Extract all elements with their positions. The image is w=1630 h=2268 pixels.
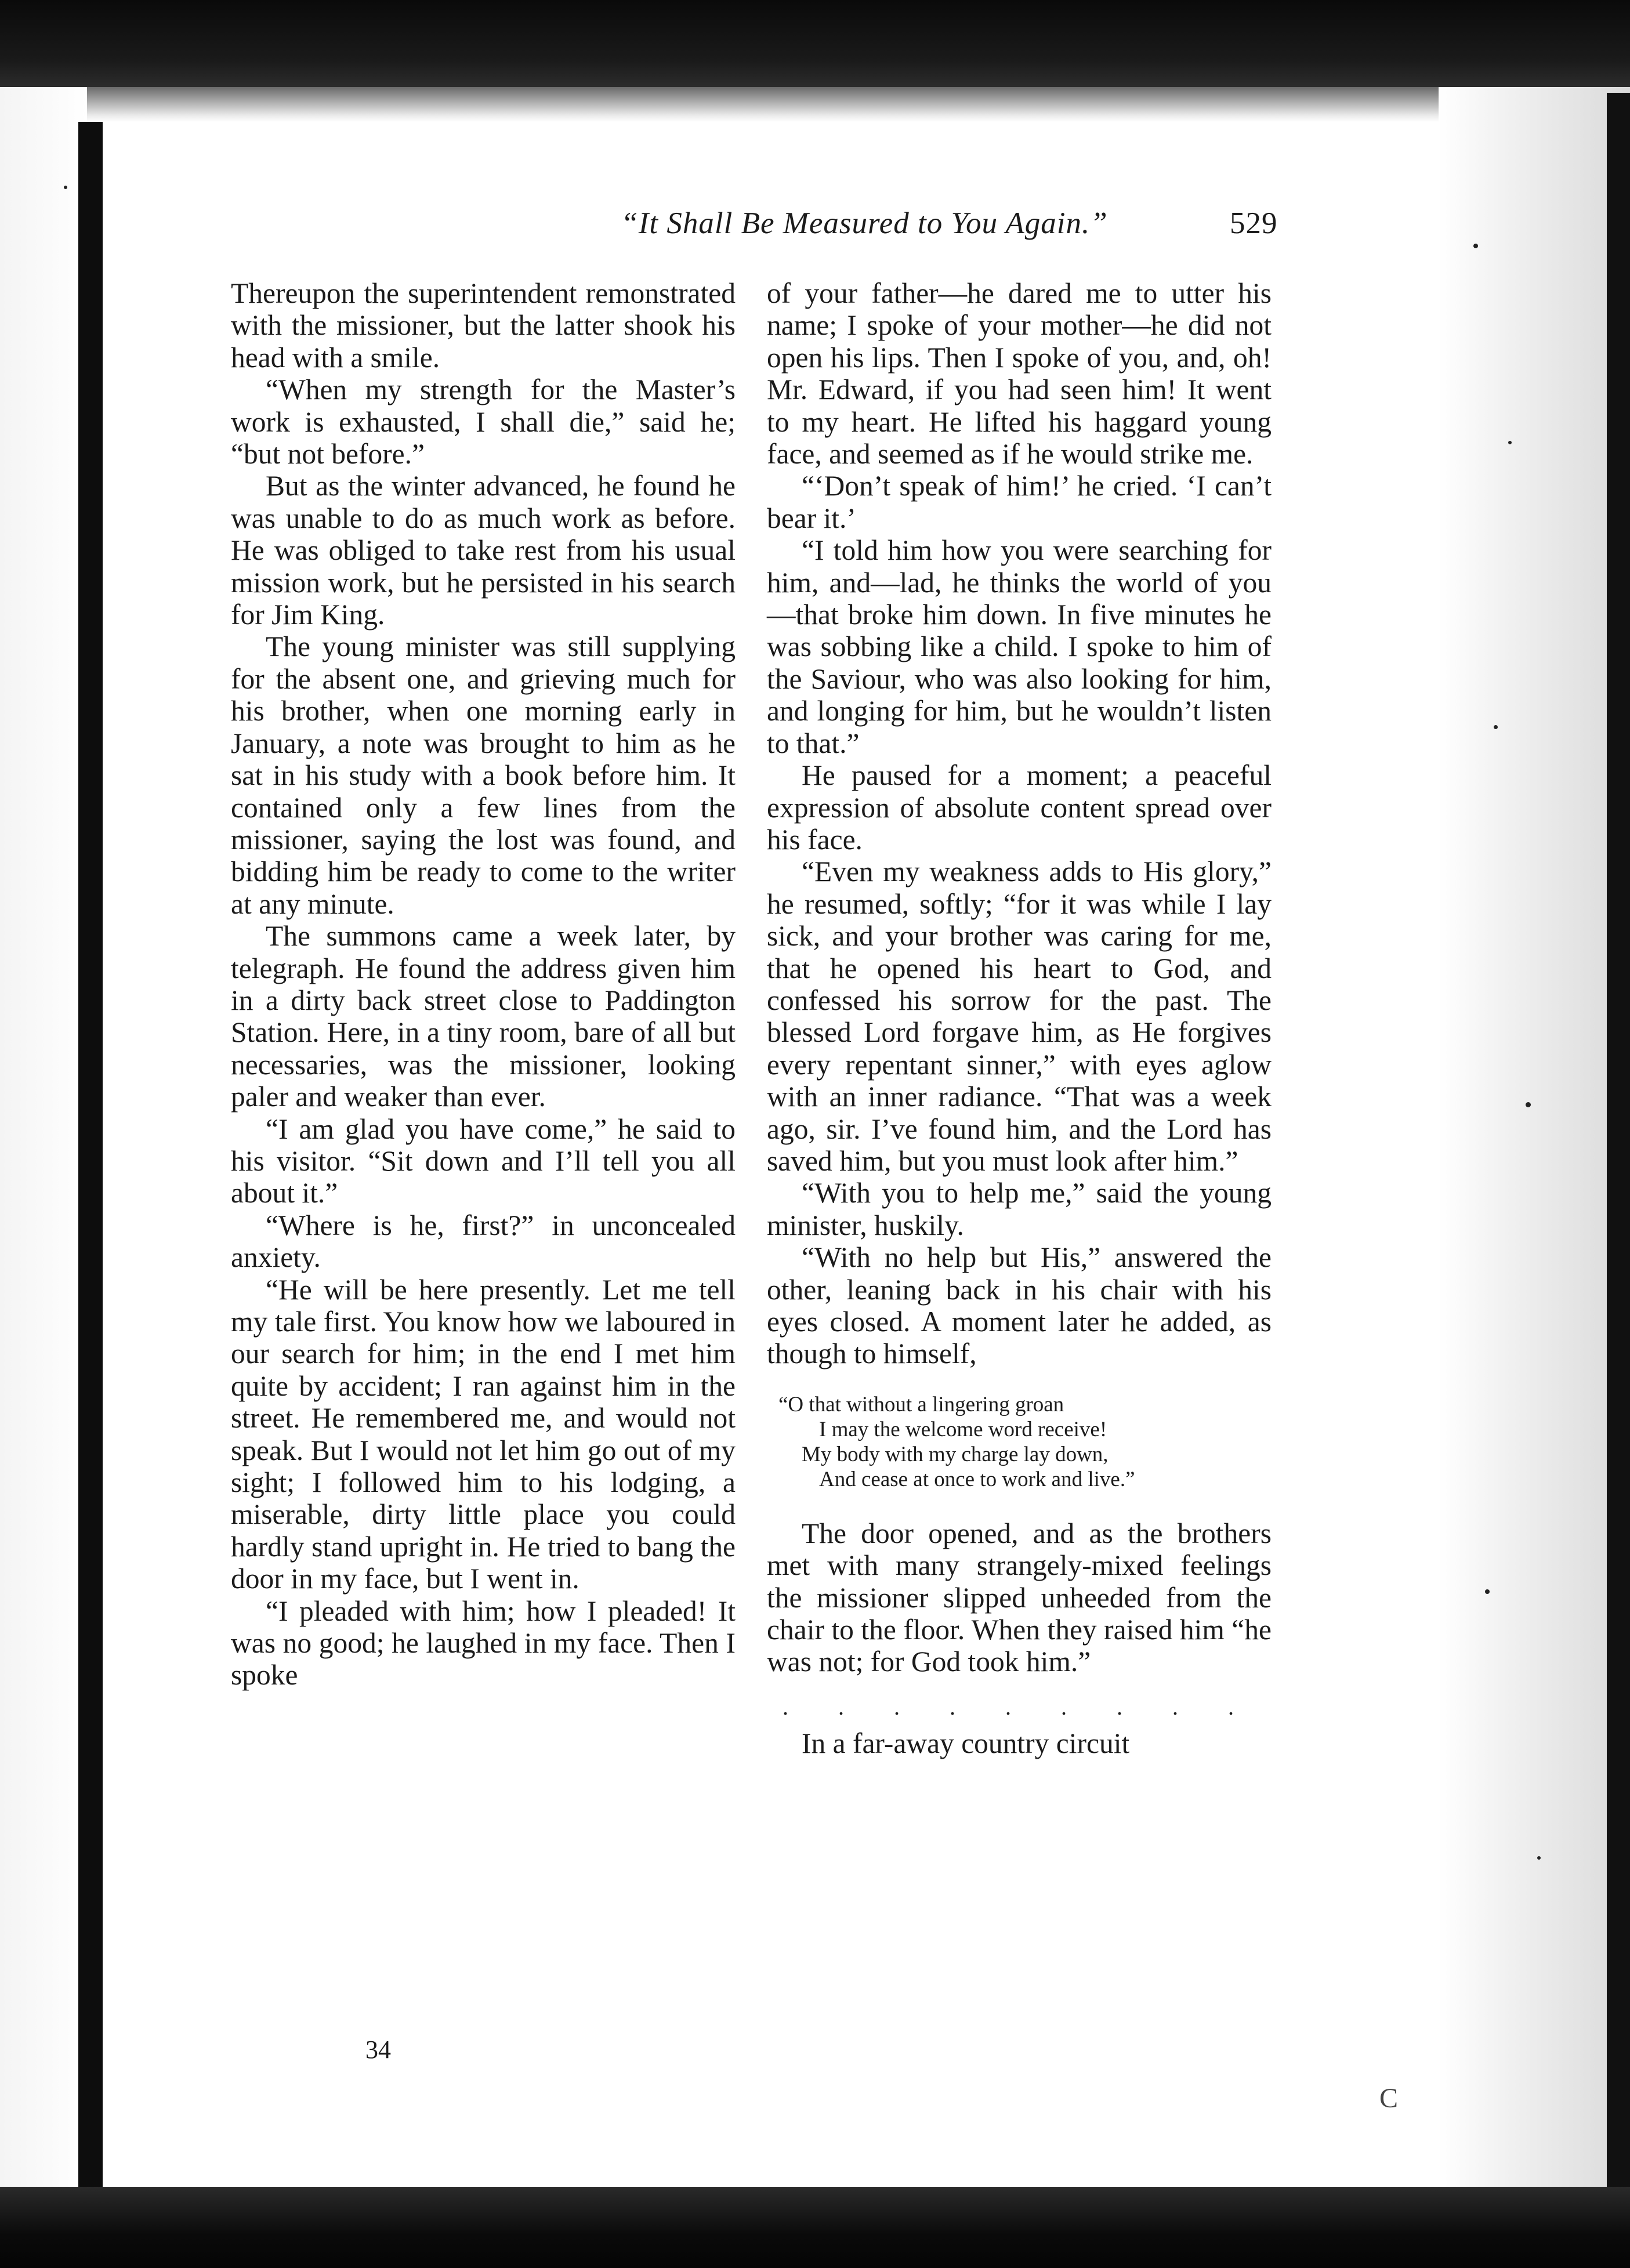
paragraph: “Where is he, first?” in unconcealed anxiety. <box>231 1209 736 1274</box>
scan-shadow-top <box>0 87 1630 122</box>
edge-mark: C <box>1379 2083 1399 2114</box>
running-title: “It Shall Be Measured to You Again.” <box>621 206 1108 240</box>
paragraph: “With you to help me,” said the young minister, huskily. <box>767 1177 1272 1241</box>
paragraph: The young minister was still supplying for the absent one, and grieving much for his brother, when one morning early in January, a note was brought to him as he sat in his study with a book before him. It contained only a few lines from the missioner, saying the lost was found, and bidding him be ready to come to the writer at any minute. <box>231 631 736 920</box>
page-number: 529 <box>1230 206 1278 240</box>
paragraph: “Even my weakness adds to His glory,” he resumed, softly; “for it was while I lay sick, and your brother was caring for me, that he opened his heart to God, and confessed his sorrow for the past. The blessed Lord forgave him, as He forgives every repentant sinner,” with eyes aglow with an inner radiance. “That was a week ago, sir. I’ve found him, and the Lord has saved him, but you must look after him.” <box>767 856 1272 1177</box>
verse-line: “O that without a lingering groan <box>778 1392 1064 1416</box>
right-column <box>767 277 1272 1760</box>
scan-border-left <box>78 122 103 2204</box>
paragraph: “‘Don’t speak of him!’ he cried. ‘I can’t bear it.’ <box>767 470 1272 534</box>
paragraph: Thereupon the superintendent remonstrated with the missioner, but the latter shook his head with a smile. <box>231 277 736 374</box>
paragraph: “When my strength for the Master’s work is exhausted, I shall die,” said he; “but not before.” <box>231 374 736 470</box>
paragraph: But as the winter advanced, he found he was unable to do as much work as before. He was obliged to take rest from his usual mission work, but he persisted in his search for Jim King. <box>231 470 736 631</box>
verse-line: And cease at once to work and live.” <box>819 1467 1135 1491</box>
paragraph: “With no help but His,” answered the other, leaning back in his chair with his eyes closed. A moment later he added, as though to himself, <box>767 1241 1272 1370</box>
paragraph: The summons came a week later, by telegraph. He found the address given him in a dirty back street close to Paddington Station. Here, in a tiny room, bare of all but necessaries, was the missioner, looking paler and weaker than ever. <box>231 920 736 1113</box>
scan-border-right <box>1607 93 1630 2187</box>
scan-speck <box>1526 1102 1531 1107</box>
scan-speck <box>64 186 67 189</box>
signature-mark: 34 <box>365 2035 391 2064</box>
paragraph: In a far-away country circuit <box>802 1727 1130 1760</box>
scan-margin-right <box>1439 87 1630 2187</box>
scan-speck <box>1537 1856 1541 1860</box>
paragraph: of your father—he dared me to utter his name; I spoke of your mother—he did not open his lips. Then I spoke of you, and, oh! Mr. Edward, if you had seen him! It went to my heart. He lifted his haggard young face, and seemed as if he would strike me. <box>767 277 1272 470</box>
verse-line: My body with my charge lay down, <box>802 1442 1109 1466</box>
paragraph: “I am glad you have come,” he said to his visitor. “Sit down and I’ll tell you all about it.” <box>231 1113 736 1209</box>
scan-border-bottom <box>0 2187 1630 2268</box>
paragraph: He paused for a moment; a peaceful expression of absolute content spread over his face. <box>767 759 1272 856</box>
verse-line: I may the welcome word receive! <box>819 1417 1107 1441</box>
section-break: . . . . . . . . . <box>783 1693 1256 1720</box>
hymn-verse <box>778 1392 1272 1492</box>
scan-speck <box>1485 1589 1490 1594</box>
left-column <box>231 277 736 1691</box>
scan-border-top <box>0 0 1630 87</box>
paragraph: “He will be here presently. Let me tell my tale first. You know how we laboured in our search for him; in the end I met him quite by accident; I ran against him in the street. He remembered me, and would not speak. But I would not let him go out of my sight; I followed him to his lodging, a miserable, dirty little place you could hardly stand upright in. He tried to bang the door in my face, but I went in. <box>231 1273 736 1595</box>
paragraph: “I told him how you were searching for him, and—lad, he thinks the world of you—that broke him down. In five minutes he was sobbing like a child. I spoke to him of the Saviour, who was also looking for him, and longing for him, but he wouldn’t listen to that.” <box>767 534 1272 759</box>
paragraph: “I pleaded with him; how I pleaded! It was no good; he laughed in my face. Then I spoke <box>231 1595 736 1691</box>
scan-speck <box>1473 244 1478 248</box>
scan-margin-left <box>0 87 87 2233</box>
paragraph: The door opened, and as the brothers met with many strangely-mixed feelings the missioner slipped unheeded from the chair to the floor. When they raised him “he was not; for God took him.” <box>767 1517 1272 1678</box>
scan-speck <box>1508 441 1512 444</box>
scan-speck <box>1494 725 1498 729</box>
